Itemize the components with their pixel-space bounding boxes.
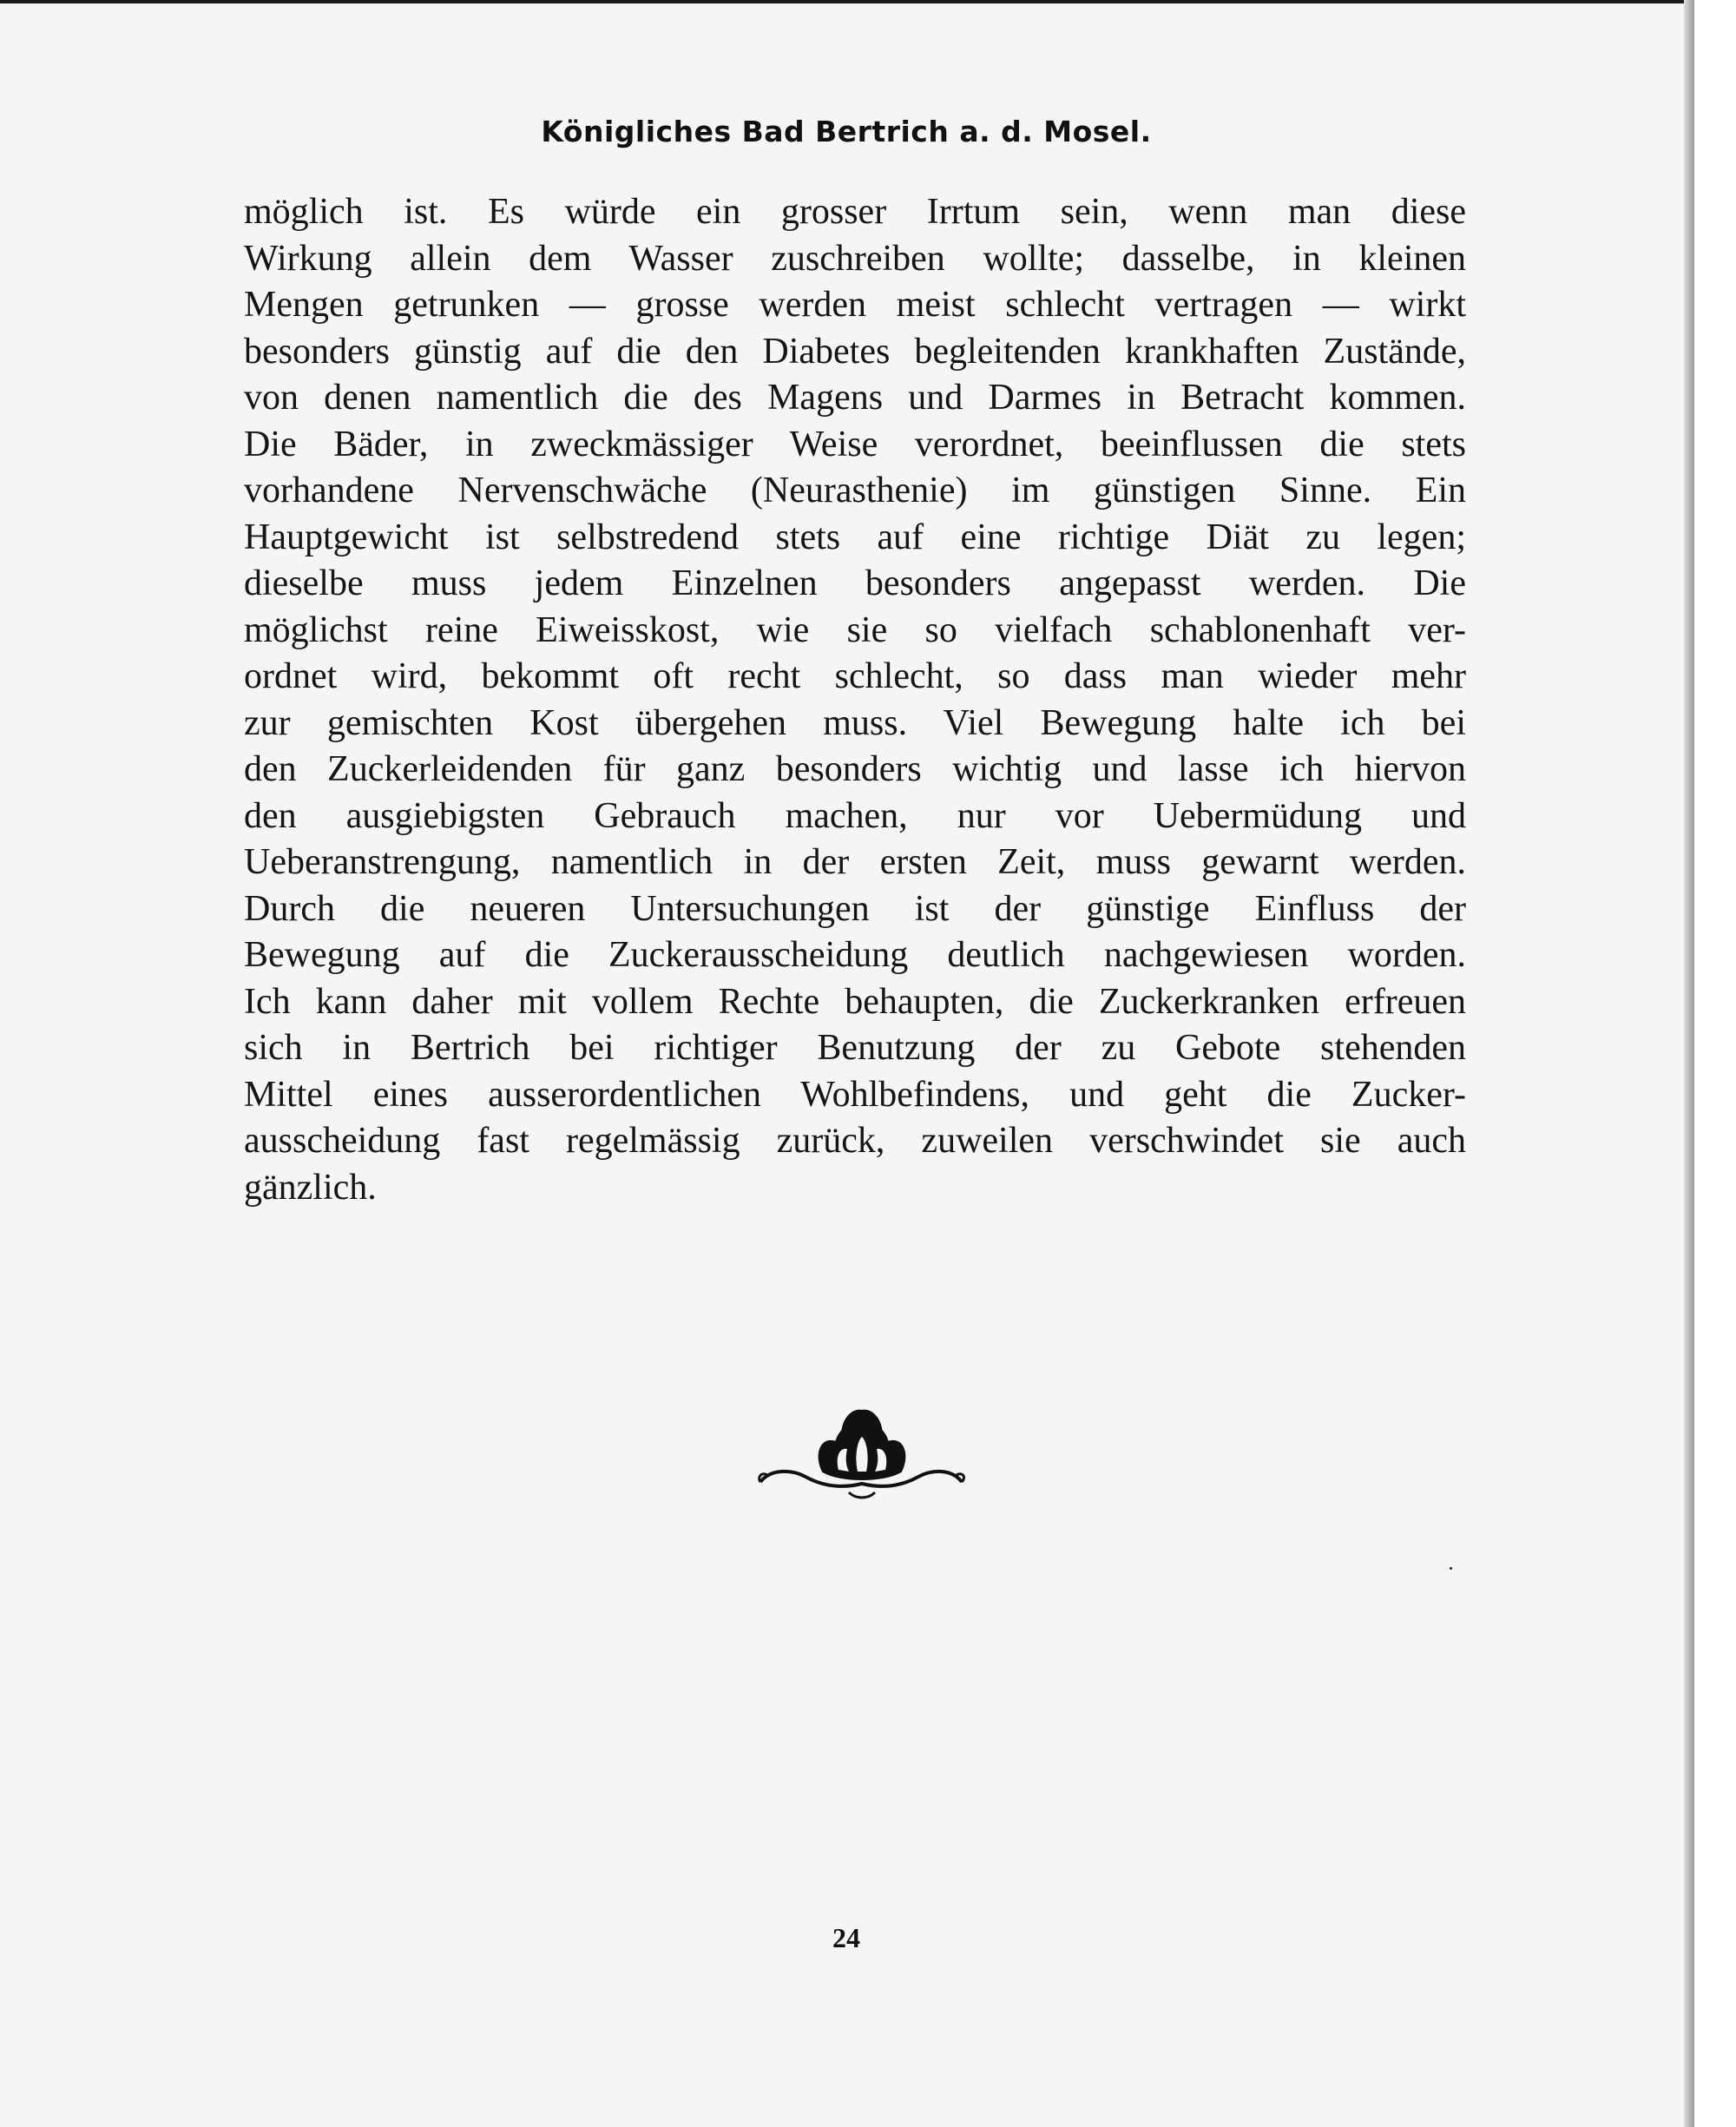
scan-margin (1694, 0, 1736, 2127)
text-line: den ausgiebigsten Gebrauch machen, nur vor Uebermüdung und (244, 795, 1466, 836)
text-line: Hauptgewicht ist selbstredend stets auf eine richtige Diät zu legen; (244, 517, 1466, 557)
text-line: Wirkung allein dem Wasser zuschreiben wollte; dasselbe, in kleinen (244, 238, 1466, 279)
text-line: Durch die neueren Untersuchungen ist der günstige Einfluss der (244, 888, 1466, 929)
text-line: möglich ist. Es würde ein grosser Irrtum sein, wenn man diese (244, 192, 1466, 232)
text-line: Mengen getrunken — grosse werden meist schlecht vertragen — wirkt (244, 285, 1466, 325)
text-line: von denen namentlich die des Magens und Darmes in Betracht kommen. (244, 378, 1466, 418)
text-line: Ueberanstrengung, namentlich in der ersten Zeit, muss gewarnt werden. (244, 842, 1466, 882)
text-line: zur gemischten Kost übergehen muss. Viel Bewegung halte ich bei (244, 702, 1466, 743)
text-line: Ich kann daher mit vollem Rechte behaupten, die Zuckerkranken erfreuen (244, 981, 1466, 1022)
top-border-line (0, 0, 1693, 3)
floral-ornament-icon (753, 1402, 970, 1502)
page-edge-shadow (1684, 0, 1694, 2127)
scan-speck (1450, 1567, 1452, 1570)
text-line: vorhandene Nervenschwäche (Neurasthenie) im günstigen Sinne. Ein (244, 471, 1466, 510)
text-line: besonders günstig auf die den Diabetes begleitenden krankhaften Zustände, (244, 331, 1466, 372)
text-line: ordnet wird, bekommt oft recht schlecht, so dass man wieder mehr (244, 656, 1466, 696)
text-line: dieselbe muss jedem Einzelnen besonders angepasst werden. Die (244, 563, 1466, 603)
text-line: sich in Bertrich bei richtiger Benutzung der zu Gebote stehenden (244, 1028, 1466, 1068)
running-head: Königliches Bad Bertrich a. d. Mosel. (541, 115, 1152, 148)
text-line: den Zuckerleidenden für ganz besonders wichtig und lasse ich hiervon (244, 749, 1466, 789)
page-number: 24 (832, 1922, 860, 1953)
text-line: gänzlich. (244, 1167, 377, 1208)
text-line: Bewegung auf die Zuckerausscheidung deutlich nachgewiesen worden. (244, 935, 1466, 975)
text-line: ausscheidung fast regelmässig zurück, zuweilen verschwindet sie auch (244, 1121, 1466, 1161)
text-line: möglichst reine Eiweisskost, wie sie so vielfach schablonenhaft ver- (244, 609, 1466, 650)
text-line: Die Bäder, in zweckmässiger Weise verordnet, beeinflussen die stets (244, 424, 1466, 464)
text-line: Mittel eines ausserordentlichen Wohlbefindens, und geht die Zucker- (244, 1074, 1466, 1115)
body-paragraph (244, 189, 1466, 1211)
